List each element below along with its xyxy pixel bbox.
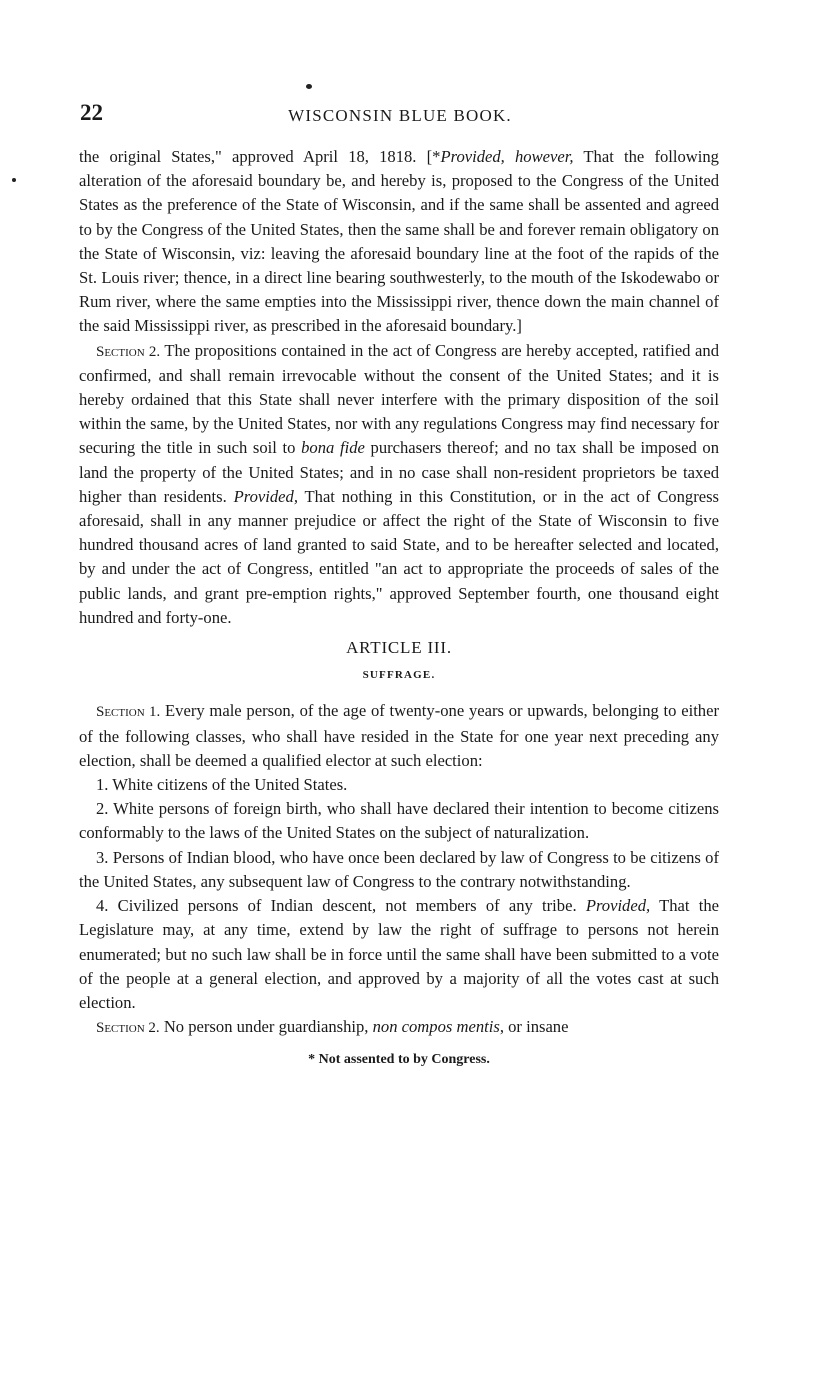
section-label: Section 1. <box>96 704 161 721</box>
text-run: , or insane <box>499 1017 569 1037</box>
italic-run: Provided, <box>233 486 298 506</box>
text-run: purchasers thereof; and no tax shall be imposed on land the property of the United States; and in no case shall non-resident proprietors be taxed higher than residents. <box>79 438 719 506</box>
footnote: * Not assented to by Congress. <box>308 1052 490 1068</box>
italic-run: Provided, however, <box>440 147 574 166</box>
italic-run: Provided, <box>585 896 651 916</box>
text-run: That nothing in this Constitution, or in the act of Congress aforesaid, shall in any manner prejudice or affect the right of the State of Wisconsin to five hundred thousand acres of land granted to said State, and to be hereafter selected and located, by and under the act of Congress, entitled "an act to appropriate the proceeds of sales of the public lands, and grant pre-emption rights," approved September fourth, one thousand eight hundred and forty-one. <box>79 486 719 627</box>
list-item-4 <box>79 894 719 1015</box>
page-number: 22 <box>80 100 103 125</box>
page-body <box>79 145 719 1073</box>
list-item-3: 3. Persons of Indian blood, who have once been declared by law of Congress to be citizens of the United States, any subsequent law of Congress to the contrary notwithstanding. <box>79 847 719 891</box>
list-item-1: 1. White citizens of the United States. <box>96 775 348 795</box>
section-label: Section 2. <box>96 343 161 360</box>
text-run: 4. Civilized persons of Indian descent, not members of any tribe. <box>96 896 586 916</box>
paragraph-boundary-proviso <box>79 145 719 339</box>
paragraph-suffrage-section-2 <box>79 1015 719 1040</box>
article-subheading: SUFFRAGE. <box>362 669 436 682</box>
text-run: That the Legislature may, at any time, extend by law the right of suffrage to persons not herein enumerated; but no such law shall be in force until the same shall have been submitted to a vote of the people at a general election, and approved by a majority of all the votes cast at such election. <box>79 896 719 1012</box>
running-title: WISCONSIN BLUE BOOK. <box>288 106 512 125</box>
text-run: The propositions contained in the act of Congress are hereby accepted, ratified and confirmed, and shall remain irrevocable without the consent of the United States; and it is hereby ordained that this State shall never interfere with the primary disposition of the soil within the same, by the United States, nor with any regulations Congress may find necessary for securing the title in such soil to <box>79 340 720 458</box>
ink-speck <box>12 178 16 182</box>
italic-run: non compos mentis <box>372 1017 500 1037</box>
section-label: Section 2. <box>96 1020 160 1037</box>
page-header <box>80 100 720 132</box>
text-run: That the following alteration of the aforesaid boundary be, and hereby is, proposed to the Congress of the United States as the preference of the State of Wisconsin, and if the same shall be assented and agreed to by the Congress of the United States, then the same shall be and forever remain obligatory on the State of Wisconsin, viz: leaving the aforesaid boundary line at the foot of the rapids of the St. Louis river; thence, in a direct line bearing southwesterly, to the mouth of the Iskodewabo or Rum river, where the same empties into the Mississippi river, thence down the main channel of the said Mississippi river, as prescribed in the aforesaid boundary.] <box>79 147 719 336</box>
text-run: the original States," approved April 18, 1818. [* <box>79 147 441 166</box>
ink-speck <box>306 84 312 89</box>
article-heading: ARTICLE III. <box>346 638 452 658</box>
italic-run: bona fide <box>301 438 365 458</box>
paragraph-section-2 <box>79 339 719 630</box>
text-run: No person under guardianship, <box>159 1017 373 1037</box>
list-item-2: 2. White persons of foreign birth, who shall have declared their intention to become citizens conformably to the laws of the United States on the subject of naturalization. <box>79 799 719 843</box>
paragraph-suffrage-section-1 <box>79 699 719 773</box>
text-run: Every male person, of the age of twenty-one years or upwards, belonging to either of the following classes, who shall have resided in the State for one year next preceding any election, shall be deemed a qualified elector at such election: <box>79 701 719 770</box>
